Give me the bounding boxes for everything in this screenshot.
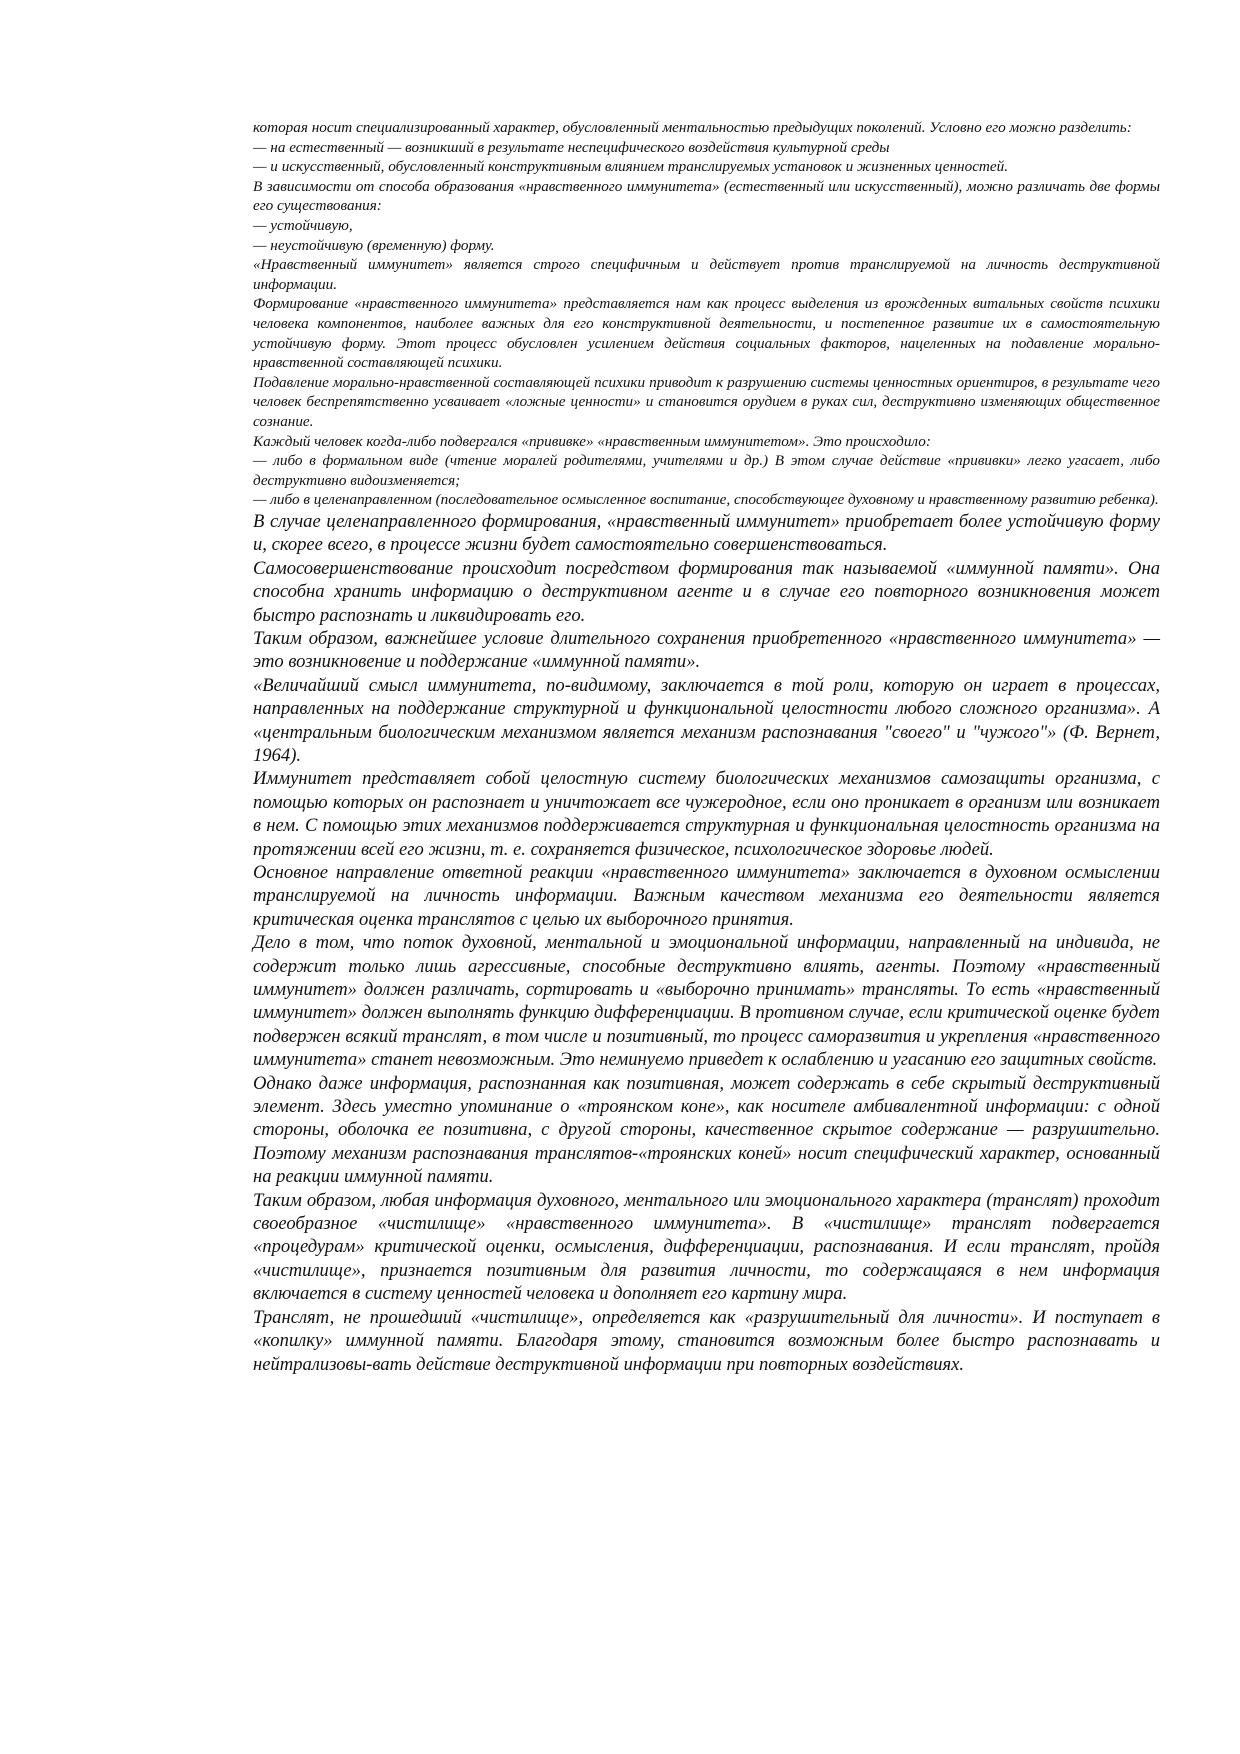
paragraph-9: Подавление морально-нравственной составляющей психики приводит к разрушению системы ценностных ориентиров, в результате чего человек беспрепятственно усваивает «ложные ценности» и становится орудием в руках сил, деструктивно изменяющих общественное сознание. [253, 373, 1160, 430]
paragraph-18: Основное направление ответной реакции «нравственного иммунитета» заключается в духовном осмыслении транслируемой на личность информации. Важным качеством механизма его деятельности является критическая оценка транслятов с целью их выборочного принятия. [253, 861, 1160, 930]
paragraph-16: «Величайший смысл иммунитета, по-видимому, заключается в той роли, которую он играет в процессах, направленных на поддержание структурной и функциональной целостности любого сложного организма». А «центральным биологическим механизмом является механизм распознавания "своего" и "чужого"» (Ф. Вернет, 1964). [253, 674, 1160, 766]
paragraph-13: В случае целенаправленного формирования, «нравственный иммунитет» приобретает более устойчивую форму и, скорее всего, в процессе жизни будет самостоятельно совершенствоваться. [253, 510, 1160, 556]
paragraph-19: Дело в том, что поток духовной, ментальной и эмоциональной информации, направленный на индивида, не содержит только лишь агрессивные, способные деструктивно влиять, агенты. Поэтому «нравственный иммунитет» должен различать, сортировать и «выборочно принимать» трансляты. То есть «нравственный иммунитет» должен выполнять функцию дифференциации. В противном случае, если критической оценке будет подвержен всякий транслят, в том числе и позитивный, то процесс саморазвития и укрепления «нравственного иммунитета» станет невозможным. Это неминуемо приведет к ослаблению и угасанию его защитных свойств. [253, 932, 1160, 1071]
paragraph-7: «Нравственный иммунитет» является строго специфичным и действует против транслируемой на личность деструктивной информации. [253, 256, 1160, 293]
paragraph-12: — либо в целенаправленном (последовательное осмысленное воспитание, способствующее духовному и нравственному развитию ребенка). [253, 491, 1159, 509]
paragraph-8: Формирование «нравственного иммунитета» представляется нам как процесс выделения из врожденных витальных свойств психики человека компонентов, наиболее важных для его конструктивной деятельности, и постепенное развитие их в самостоятельную устойчивую форму. Этот процесс обусловлен усилением действия социальных факторов, нацеленных на подавление морально-нравственной составляющей психики. [253, 295, 1160, 372]
paragraph-15: Таким образом, важнейшее условие длительного сохранения приобретенного «нравственного иммунитета» — это возникновение и поддержание «иммунной памяти». [253, 627, 1160, 673]
paragraph-2: — на естественный — возникший в результате неспецифического воздействия культурной среды [253, 138, 890, 156]
paragraph-22: Транслят, не прошедший «чистилище», определяется как «разрушительный для личности». И поступает в «копилку» иммунной памяти. Благодаря этому, становится возможным более быстро распознавать и нейтрализовы-вать действие деструктивной информации при повторных воздействиях. [253, 1306, 1160, 1375]
paragraph-21: Таким образом, любая информация духовного, ментального или эмоционального характера (транслят) проходит своеобразное «чистилище» «нравственного иммунитета». В «чистилище» транслят подвергается «процедурам» критической оценки, осмысления, дифференциации, распознавания. И если транслят, пройдя «чистилище», признается позитивным для развития личности, то содержащаяся в нем информация включается в систему ценностей человека и дополняет его картину мира. [253, 1189, 1160, 1305]
paragraph-14: Самосовершенствование происходит посредством формирования так называемой «иммунной памяти». Она способна хранить информацию о деструктивном агенте и в случае его повторного возникновения может быстро распознать и ликвидировать его. [253, 557, 1160, 626]
paragraph-4: В зависимости от способа образования «нравственного иммунитета» (естественный или искусственный), можно различать две формы его существования: [253, 177, 1160, 215]
paragraph-11: — либо в формальном виде (чтение моралей родителями, учителями и др.) В этом случае действие «прививки» легко угасает, либо деструктивно видоизменяется; [253, 452, 1160, 489]
paragraph-20: Однако даже информация, распознанная как позитивная, может содержать в себе скрытый деструктивный элемент. Здесь уместно упоминание о «троянском коне», как носителе амбивалентной информации: с одной стороны, оболочка ее позитивна, с другой стороны, качественное скрытое содержание — разрушительно. Поэтому механизм распознавания транслятов-«троянских коней» носит специфический характер, основанный на реакции иммунной памяти. [253, 1072, 1160, 1188]
paragraph-1: которая носит специализированный характер, обусловленный ментальностью предыдущих поколений. Условно его можно разделить: [253, 119, 1132, 136]
paragraph-5: — устойчивую, [253, 216, 353, 234]
document-body [253, 118, 1160, 1376]
paragraph-3: — и искусственный, обусловленный конструктивным влиянием транслируемых установок и жизненных ценностей. [253, 158, 1009, 176]
paragraph-17: Иммунитет представляет собой целостную систему биологических механизмов самозащиты организма, с помощью которых он распознает и уничтожает все чужеродное, если оно проникает в организм или возникает в нем. С помощью этих механизмов поддерживается структурная и функциональная целостность организма на протяжении всей его жизни, т. е. сохраняется физическое, психологическое здоровье людей. [253, 768, 1160, 860]
paragraph-10: Каждый человек когда-либо подвергался «прививке» «нравственным иммунитетом». Это происходило: [253, 432, 931, 450]
paragraph-6: — неустойчивую (временную) форму. [253, 236, 495, 254]
